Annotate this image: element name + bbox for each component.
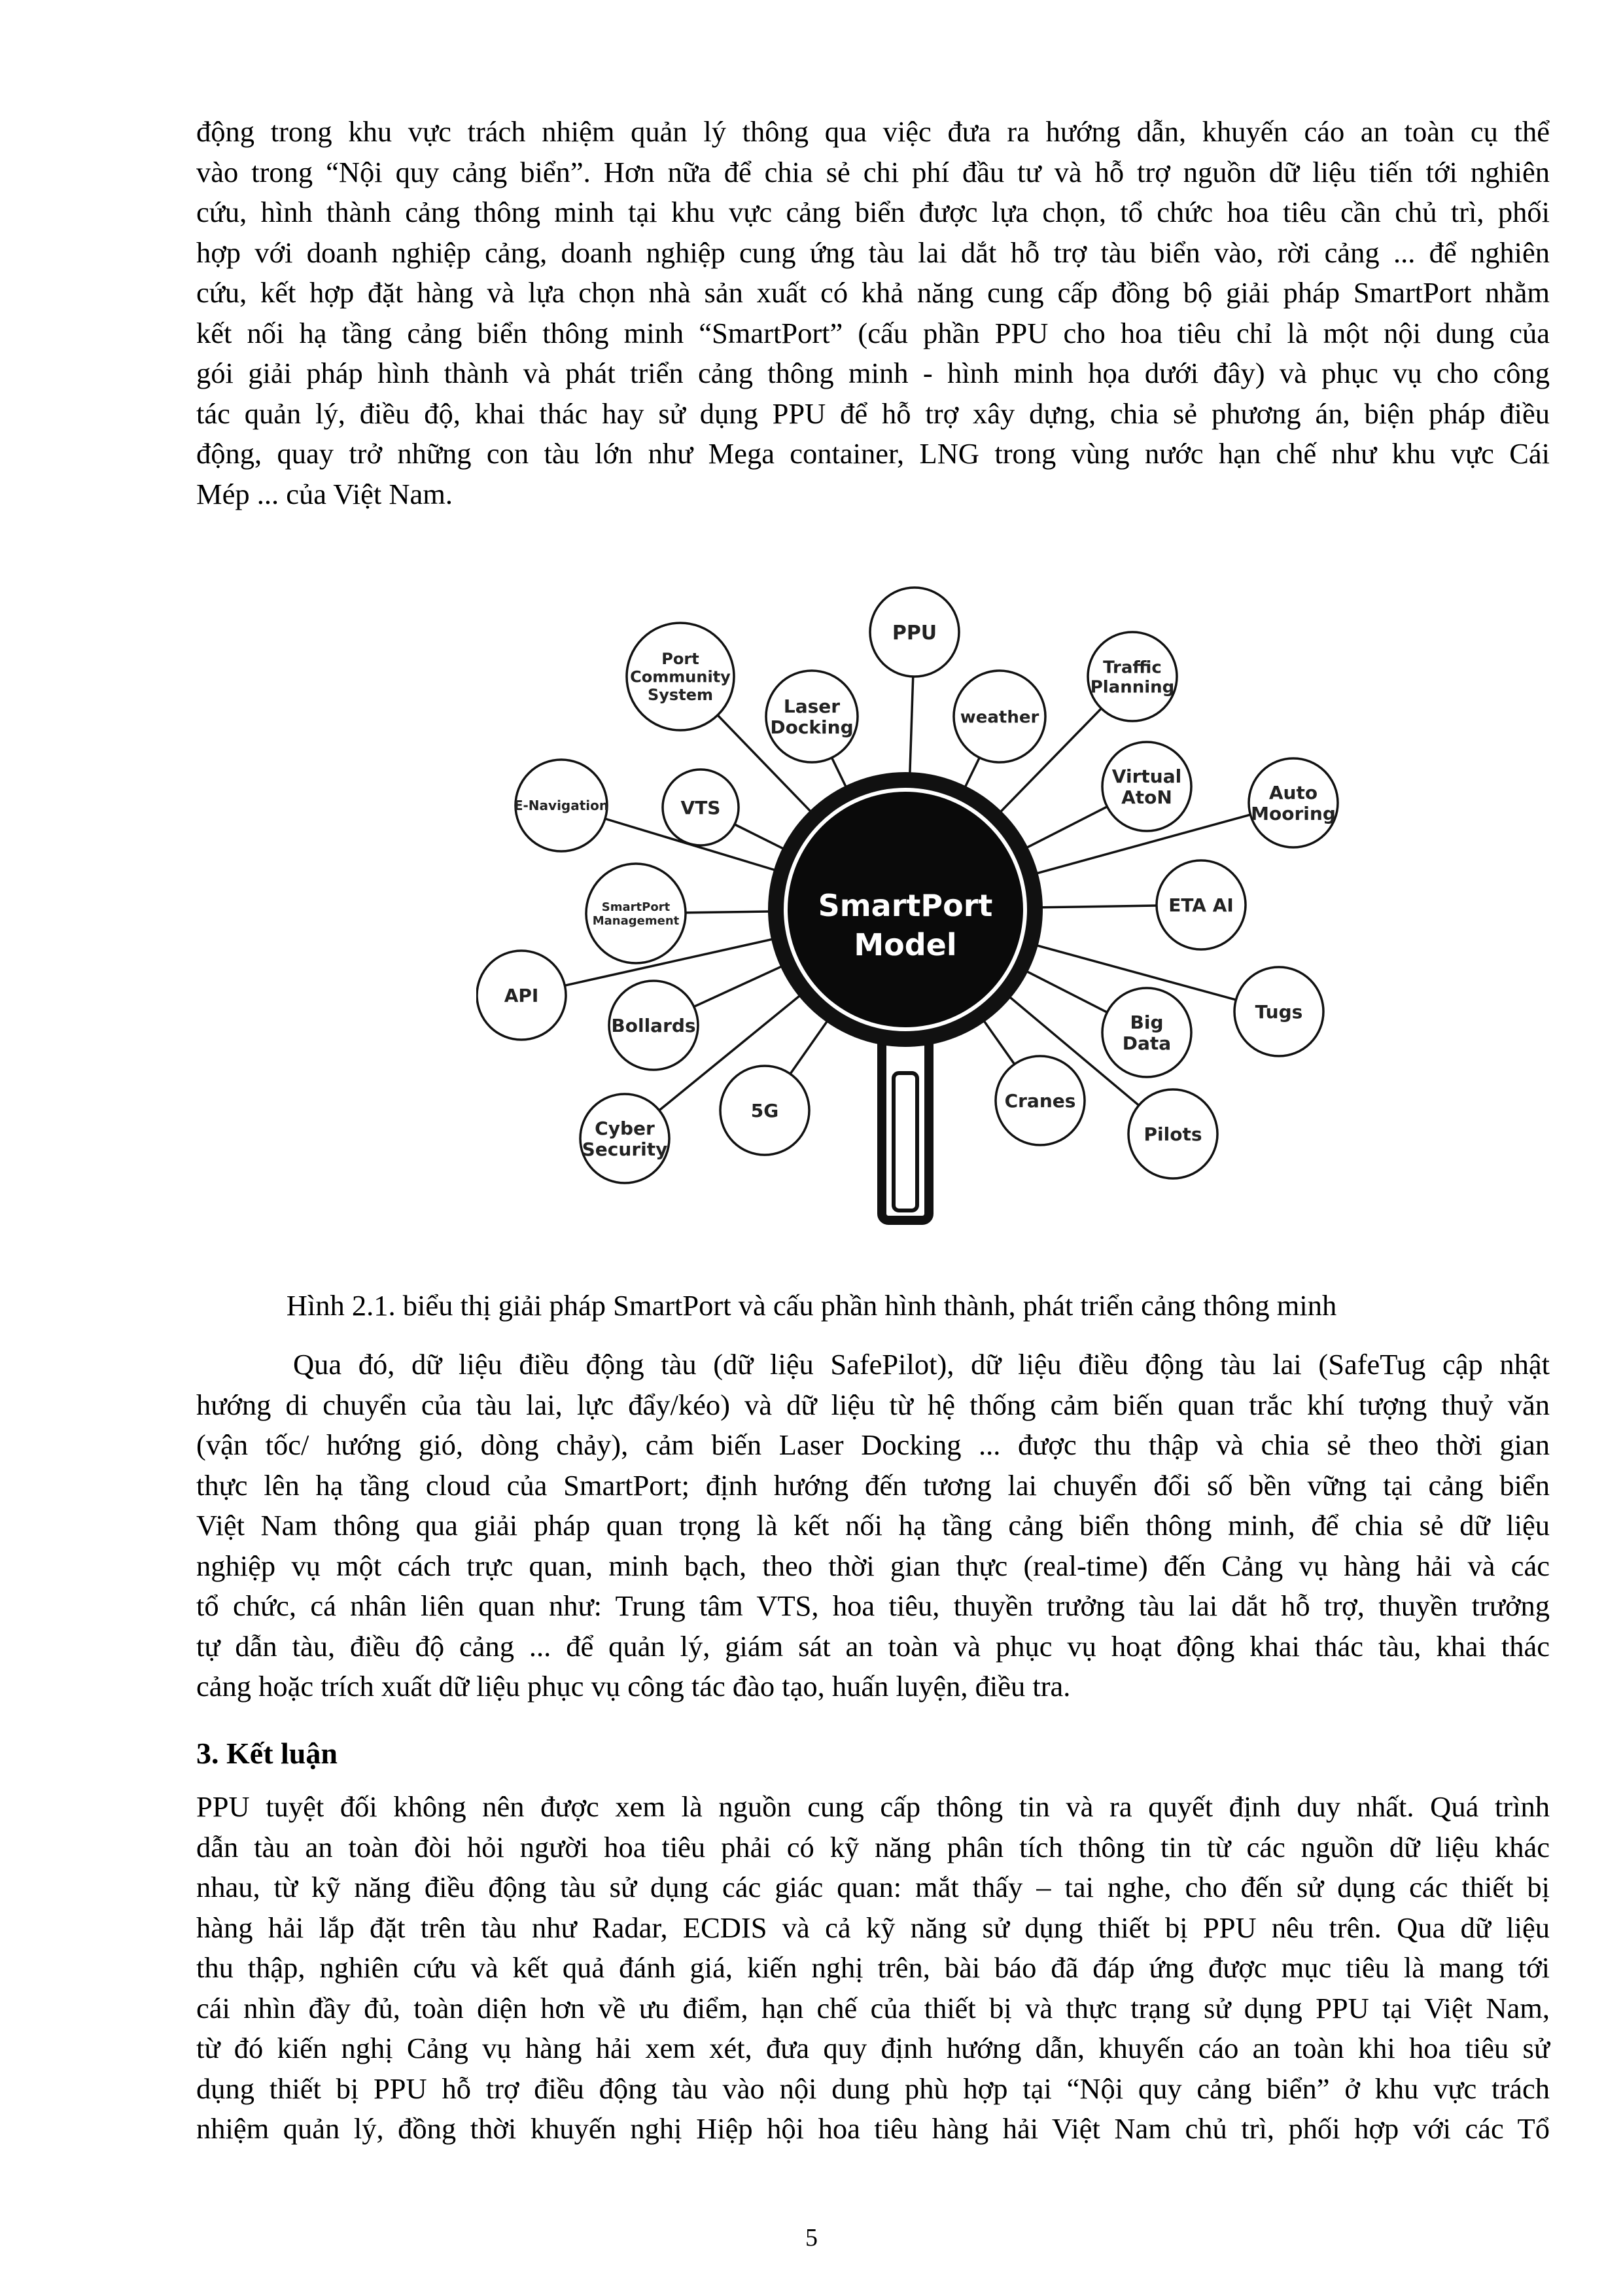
node-label: PPU [892,621,937,645]
diagram-node [1234,967,1323,1056]
paragraph-3 [196,1787,1550,2149]
diagram-node [580,1094,669,1183]
diagram-node [954,671,1045,762]
text-line: nhau, từ kỹ năng điều động tàu sử dụng các giác quan: mắt thấy – tai nghe, cho đến sử dụng các thiết bị [196,1871,1550,1903]
text-line: kết nối hạ tầng cảng biển thông minh “SmartPort” (cấu phần PPU cho hoa tiêu chỉ là một nội dung của [196,316,1550,349]
node-label: E-Navigation [514,798,609,814]
diagram-node [1102,742,1191,831]
text-line: (vận tốc/ hướng gió, dòng chảy), cảm biến Laser Docking ... được thu thập và chia sẻ theo thời gian [196,1428,1550,1461]
page-number: 5 [805,2224,818,2252]
node-label: Port [661,650,699,669]
center-title-line-1: SmartPort [818,888,993,923]
text-line: PPU tuyệt đối không nên được xem là nguồn cung cấp thông tin và ra quyết định duy nhất. Quá trình [196,1790,1550,1823]
diagram-spoke [1022,807,1107,850]
diagram-node [996,1056,1085,1145]
node-label: VTS [680,797,721,819]
diagram-spoke [1036,906,1157,908]
text-line: vào trong “Nội quy cảng biển”. Hơn nữa để chia sẻ chi phí đầu tư và hỗ trợ nguồn dữ liệu tiến tới nghiên [196,155,1550,188]
text-line: cái nhìn đầy đủ, toàn diện hơn về ưu điểm, hạn chế của thiết bị và thực trạng sử dụng PPU tại Việt Nam, [196,1991,1550,2024]
node-label: 5G [750,1100,779,1122]
diagram-node [1102,988,1191,1077]
node-label: SmartPort [601,900,671,915]
text-line: Qua đó, dữ liệu điều động tàu (dữ liệu SafePilot), dữ liệu điều động tàu lai (SafeTug cập nhật [293,1348,1550,1381]
diagram-spoke [981,1016,1015,1064]
smartport-model-diagram [476,572,1409,1252]
diagram-node [627,623,734,730]
paragraph-2 [196,1345,1550,1707]
diagram-node [1128,1089,1217,1178]
diagram-node [663,769,739,845]
diagram-spoke [910,677,913,779]
node-label: Auto [1268,781,1318,804]
node-label: Data [1122,1033,1172,1055]
text-line: nhiệm quản lý, đồng thời khuyến nghị Hiệp hội hoa tiêu hàng hải Việt Nam chủ trì, phối hợp với các Tổ [196,2112,1550,2145]
text-line: động trong khu vực trách nhiệm quản lý thông qua việc đưa ra hướng dẫn, khuyến cáo an toàn cụ thể [196,115,1550,148]
text-line: tự dẫn tàu, điều độ cảng ... để quản lý, giám sát an toàn và phục vụ hoạt động khai thác tàu, khai thác [196,1629,1550,1663]
node-label: Tugs [1255,1001,1303,1023]
node-label: Traffic [1103,658,1162,678]
text-line: hợp với doanh nghiệp cảng, doanh nghiệp cung ứng tàu lai dắt hỗ trợ tàu biển vào, rời cảng ... để nghiên [196,236,1550,269]
node-label: Pilots [1143,1123,1202,1146]
section-heading: 3. Kết luận [196,1737,338,1770]
text-line: Việt Nam thông qua giải pháp quan trọng là kết nối hạ tầng cảng biển thông minh, để chia sẻ dữ liệu [196,1509,1550,1542]
text-line: thu thập, nghiên cứu và kết quả đánh giá, kiến nghị trên, bài báo đã đáp ứng được mục tiêu là mang tới [196,1951,1550,1984]
magnifier-handle-grip [894,1073,917,1210]
node-label: AtoN [1121,786,1172,809]
node-label: API [504,985,539,1007]
diagram-node [586,864,686,963]
node-label: Management [592,913,680,928]
node-label: Bollards [611,1015,696,1037]
node-label: Community [630,667,731,686]
diagram-node [477,951,566,1040]
diagram-node [609,981,698,1070]
node-label: Mooring [1251,803,1336,825]
diagram-node [1157,860,1246,949]
node-label: Docking [770,716,854,739]
node-label: ETA AI [1168,894,1234,917]
diagram-spoke [790,1017,830,1074]
node-label: Cranes [1004,1090,1076,1112]
text-line: cứu, kết hợp đặt hàng và lựa chọn nhà sản xuất có khả năng cung cấp đồng bộ giải pháp SmartPort nhằm [196,276,1550,309]
diagram-node [1249,758,1338,847]
text-line: dụng thiết bị PPU hỗ trợ điều động tàu vào nội dung phù hợp tại “Nội quy cảng biển” ở khu vực trách [196,2072,1550,2105]
figure-caption: Hình 2.1. biểu thị giải pháp SmartPort và cấu phần hình thành, phát triển cảng thông minh [286,1289,1337,1322]
node-label: Laser [783,695,841,717]
paragraph-1 [196,112,1550,514]
node-label: System [648,686,713,705]
text-line: dẫn tàu an toàn đòi hỏi người hoa tiêu phải có kỹ năng phân tích thông tin từ các nguồn dữ liệu khác [196,1830,1550,1863]
diagram-node [1088,632,1177,721]
center-title-line-2: Model [854,927,957,963]
text-line: cảng hoặc trích xuất dữ liệu phục vụ công tác đào tạo, huấn luyện, điều tra. [196,1670,1071,1703]
diagram-spoke [686,911,775,913]
text-line: nghiệp vụ một cách trực quan, minh bạch, theo thời gian thực (real-time) đến Cảng vụ hàng hải và các [196,1549,1550,1582]
text-line: hướng di chuyển của tàu lai, lực đẩy/kéo) và dữ liệu từ hệ thống cảm biến quan trắc khí tượng thuỷ văn [196,1388,1550,1421]
text-line: thực lên hạ tầng cloud của SmartPort; định hướng đến tương lai chuyển đổi số bền vững tại cảng biển [196,1468,1550,1502]
node-label: Planning [1090,677,1175,698]
diagram-node [720,1066,809,1155]
text-line: cứu, hình thành cảng thông minh tại khu vực cảng biển được lựa chọn, tổ chức hoa tiêu cần chủ trì, phối [196,196,1550,228]
text-line: tác quản lý, điều độ, khai thác hay sử dụng PPU để hỗ trợ xây dựng, chia sẻ phương án, biện pháp điều [196,397,1550,430]
node-label: weather [960,707,1039,728]
text-line: Mép ... của Việt Nam. [196,477,453,510]
diagram-spoke [1022,969,1107,1012]
node-label: Big [1130,1011,1164,1033]
text-line: hàng hải lắp đặt trên tàu như Radar, ECDIS và cả kỹ năng sử dụng thiết bị PPU nêu trên. Qua dữ liệu [196,1911,1550,1944]
diagram-node [766,671,858,762]
text-line: gói giải pháp hình thành và phát triển cảng thông minh - hình minh họa dưới đây) và phục vụ cho công [196,357,1550,389]
text-line: từ đó kiến nghị Cảng vụ hàng hải xem xét, đưa quy định hướng dẫn, khuyến cáo an toàn khi hoa tiêu sử [196,2032,1550,2064]
node-label: Cyber [595,1117,655,1139]
node-label: Virtual [1111,765,1182,787]
diagram-spoke [694,964,787,1007]
diagram-node [514,760,608,851]
text-line: động, quay trở những con tàu lớn như Mega container, LNG trong vùng nước hạn chế như khu vực Cái [196,437,1550,470]
node-label: Security [582,1139,668,1161]
diagram-node [870,588,959,677]
diagram-spoke [735,824,788,851]
text-line: tổ chức, cá nhân liên quan như: Trung tâm VTS, hoa tiêu, thuyền trưởng tàu lai dắt hỗ trợ, thuyền trưởng [196,1589,1550,1622]
